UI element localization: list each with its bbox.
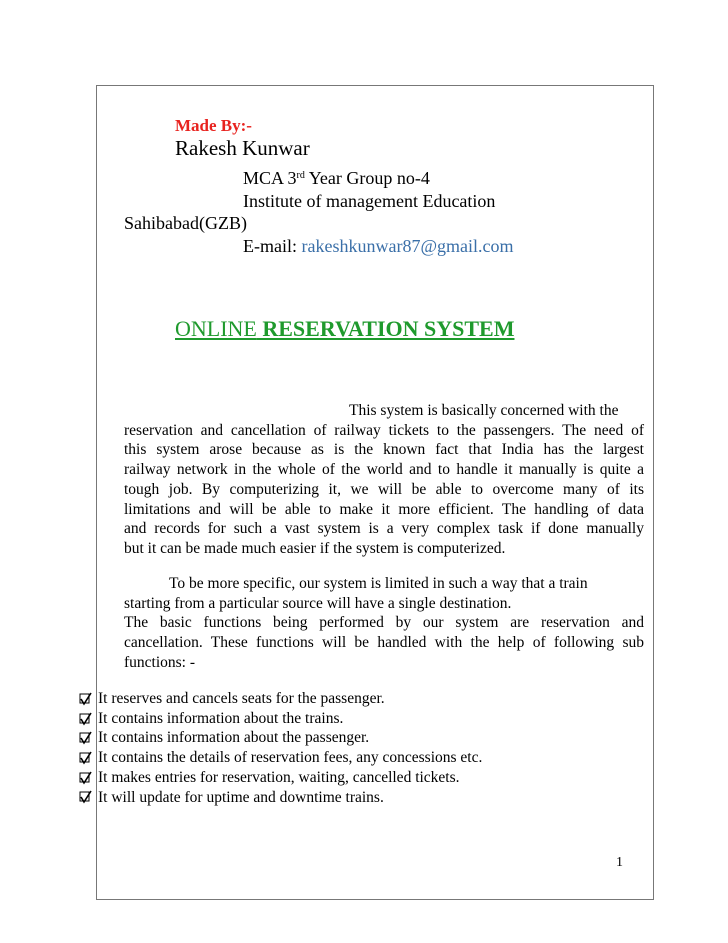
list-item: It contains the details of reservation fees, any concessions etc. (78, 748, 482, 768)
check-box-icon (78, 790, 92, 804)
email-link[interactable]: rakeshkunwar87@gmail.com (301, 236, 514, 256)
author-name: Rakesh Kunwar (175, 136, 310, 160)
paragraph-line: railway network in the whole of the world and to handle it manually is quite a (124, 461, 644, 479)
paragraph-line: This system is basically concerned with the (349, 402, 619, 419)
paragraph-line: and records for such a vast system is a very complex task if done manually (124, 520, 644, 538)
paragraph-line: reservation and cancellation of railway tickets to the passengers. The need of (124, 421, 644, 439)
list-item: It contains information about the passenger. (78, 728, 482, 748)
list-item: It reserves and cancels seats for the passenger. (78, 689, 482, 709)
made-by-label: Made By:- (175, 116, 252, 135)
list-item: It makes entries for reservation, waiting, cancelled tickets. (78, 768, 482, 788)
paragraph-intro (124, 401, 644, 559)
paragraph-line: limitations and will be able to make it more efficient. The handling of data (124, 500, 644, 518)
list-item: It will update for uptime and downtime trains. (78, 788, 482, 808)
paragraph-line: To be more specific, our system is limited in such a way that a train (169, 575, 588, 592)
institute-location: Sahibabad(GZB) (124, 213, 247, 233)
check-box-icon (78, 751, 92, 765)
paragraph-line: tough job. By computerizing it, we will be able to overcome many of its (124, 480, 644, 498)
check-box-icon (78, 771, 92, 785)
paragraph-line: cancellation. These functions will be handled with the help of following sub (124, 634, 644, 652)
check-box-icon (78, 731, 92, 745)
paragraph-line: functions: - (124, 653, 196, 671)
check-box-icon (78, 712, 92, 726)
page-number: 1 (616, 855, 623, 870)
paragraph-functions (124, 574, 644, 673)
institute-line: Institute of management Education (243, 191, 496, 211)
email-label: E-mail: (243, 236, 302, 256)
function-list (78, 689, 482, 807)
check-box-icon (78, 692, 92, 706)
course-line: MCA 3rd Year Group no-4 (243, 168, 430, 188)
paragraph-line: The basic functions being performed by our system are reservation and (124, 614, 644, 632)
paragraph-line: starting from a particular source will have a single destination. (124, 594, 512, 612)
email-line (243, 236, 514, 257)
paragraph-line: but it can be made much easier if the system is computerized. (124, 539, 506, 557)
list-item: It contains information about the trains. (78, 709, 482, 729)
document-title: ONLINE RESERVATION SYSTEM (175, 316, 515, 341)
paragraph-line: this system arose because as is the known fact that India has the largest (124, 441, 644, 459)
